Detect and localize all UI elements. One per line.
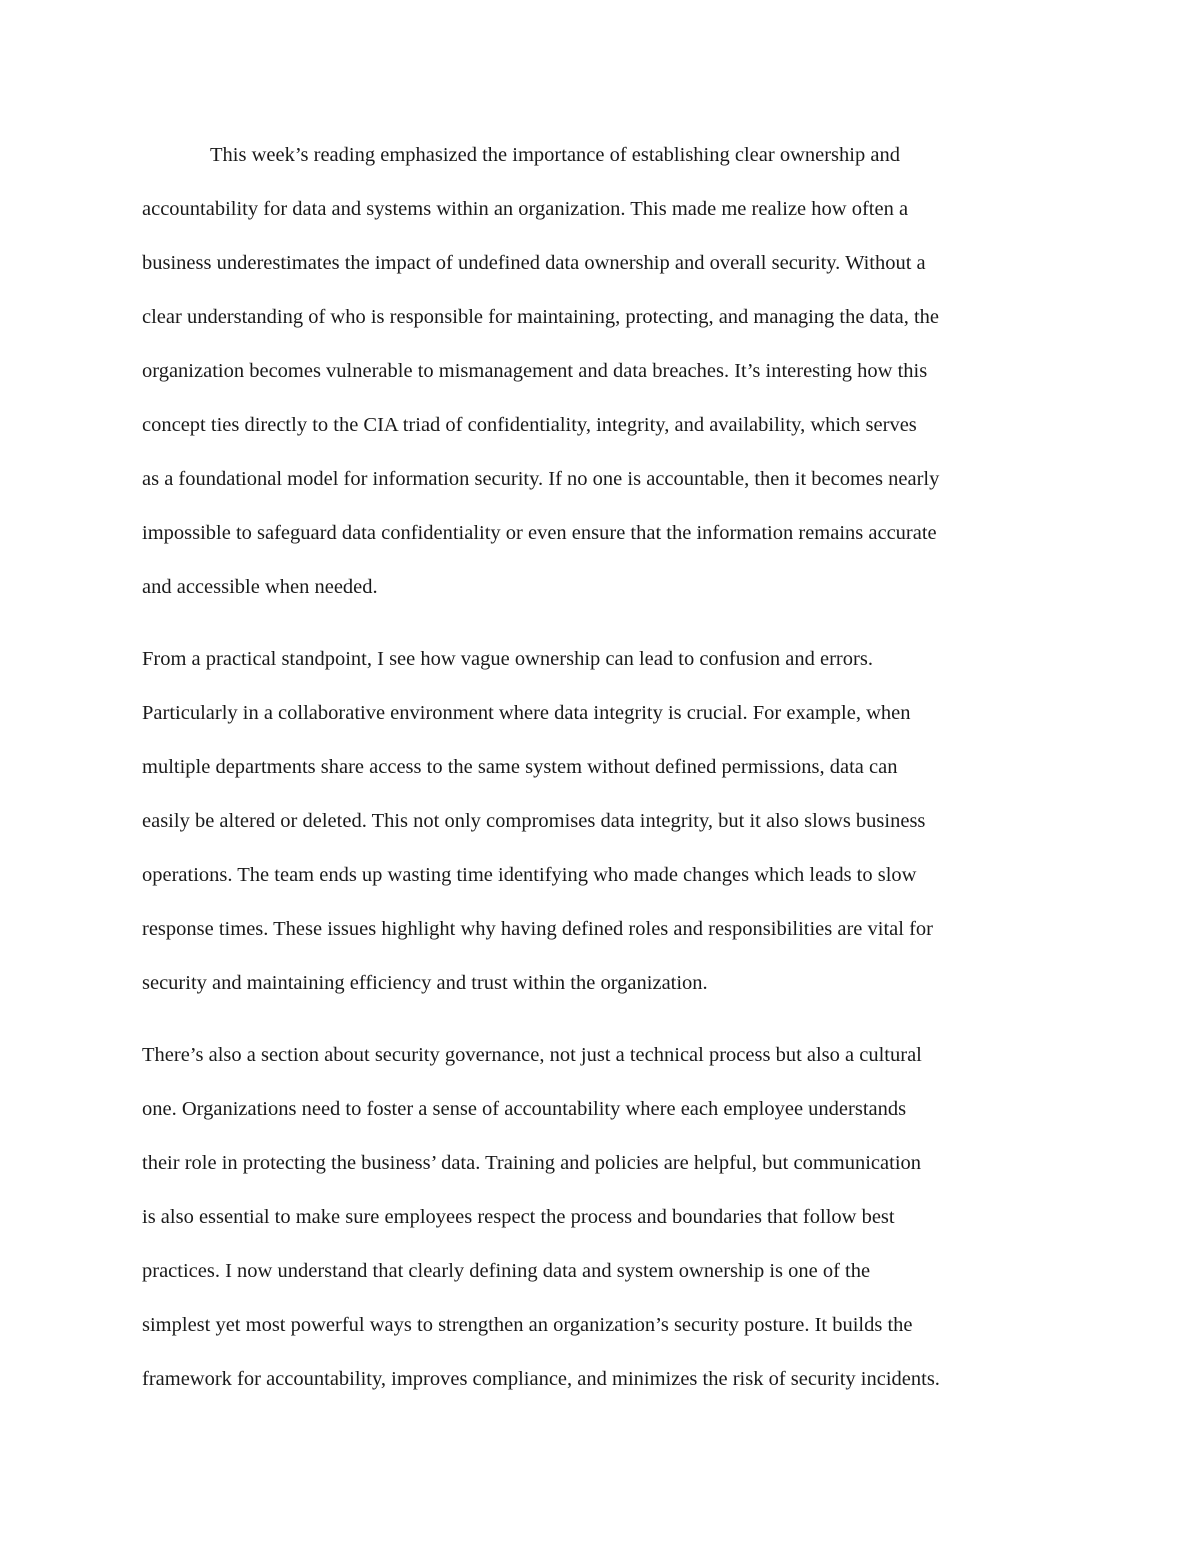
paragraph-line: clear understanding of who is responsible for maintaining, protecting, and managing the data, the — [142, 306, 939, 328]
document-body — [142, 128, 1064, 1406]
paragraph-line: one. Organizations need to foster a sense of accountability where each employee understands — [142, 1098, 907, 1120]
paragraph-line: and accessible when needed. — [142, 576, 378, 598]
paragraph-1 — [142, 128, 1064, 614]
paragraph-line: as a foundational model for information security. If no one is accountable, then it becomes nearly — [142, 468, 940, 490]
paragraph-line: response times. These issues highlight why having defined roles and responsibilities are vital for — [142, 918, 933, 940]
paragraph-line: business underestimates the impact of undefined data ownership and overall security. Without a — [142, 252, 926, 274]
paragraph-line: Particularly in a collaborative environment where data integrity is crucial. For example, when — [142, 702, 911, 724]
paragraph-line: practices. I now understand that clearly defining data and system ownership is one of the — [142, 1260, 871, 1282]
paragraph-3 — [142, 1028, 1064, 1406]
paragraph-line: organization becomes vulnerable to mismanagement and data breaches. It’s interesting how this — [142, 360, 928, 382]
paragraph-line: is also essential to make sure employees respect the process and boundaries that follow best — [142, 1206, 895, 1228]
paragraph-spacer — [142, 614, 1064, 632]
paragraph-line: This week’s reading emphasized the importance of establishing clear ownership and — [210, 144, 900, 166]
paragraph-line: simplest yet most powerful ways to strengthen an organization’s security posture. It builds the — [142, 1314, 913, 1336]
paragraph-line: impossible to safeguard data confidentiality or even ensure that the information remains accurate — [142, 522, 937, 544]
paragraph-line: accountability for data and systems within an organization. This made me realize how often a — [142, 198, 909, 220]
paragraph-2 — [142, 632, 1064, 1010]
paragraph-line: multiple departments share access to the same system without defined permissions, data can — [142, 756, 898, 778]
paragraph-spacer — [142, 1010, 1064, 1028]
paragraph-line: concept ties directly to the CIA triad of confidentiality, integrity, and availability, which serves — [142, 414, 917, 436]
paragraph-line: easily be altered or deleted. This not only compromises data integrity, but it also slows business — [142, 810, 926, 832]
paragraph-line: security and maintaining efficiency and trust within the organization. — [142, 972, 708, 994]
paragraph-line: operations. The team ends up wasting time identifying who made changes which leads to slow — [142, 864, 917, 886]
paragraph-line: There’s also a section about security governance, not just a technical process but also a cultural — [142, 1044, 922, 1066]
paragraph-line: their role in protecting the business’ data. Training and policies are helpful, but communication — [142, 1152, 922, 1174]
paragraph-line: From a practical standpoint, I see how vague ownership can lead to confusion and errors. — [142, 648, 873, 670]
paragraph-line: framework for accountability, improves compliance, and minimizes the risk of security incidents. — [142, 1368, 940, 1390]
